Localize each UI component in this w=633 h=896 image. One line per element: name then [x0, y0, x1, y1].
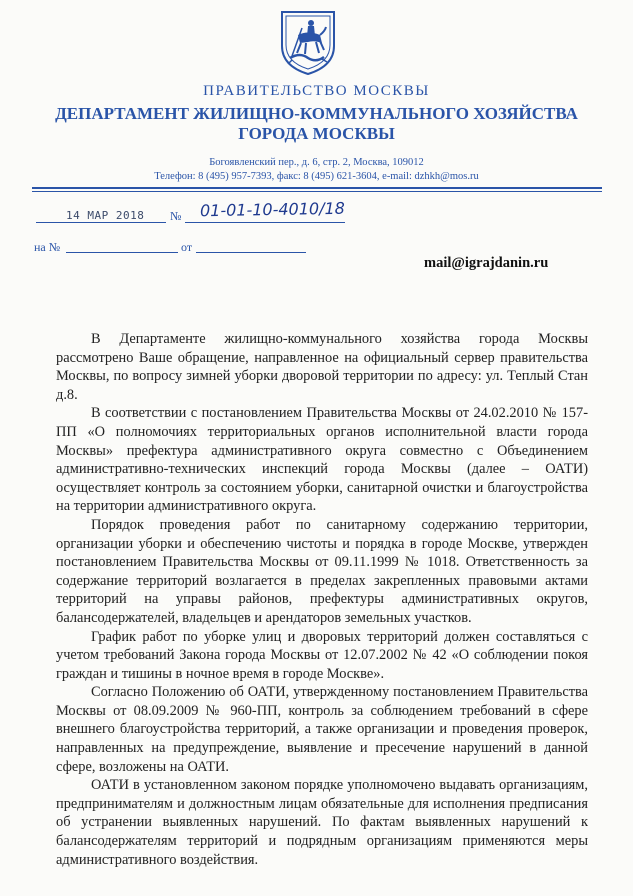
department-address: Богоявленский пер., д. 6, стр. 2, Москва, 109012: [209, 157, 424, 168]
paragraph-6: ОАТИ в установленном законом порядке уполномочено выдавать организациям, предпринимателям и должностным лицам обязательные для исполнения предписания об устранении выявленных нарушений. По фактам выявленных нарушений к балансодержателям территорий и подрядным организациям применяются меры административного воздействия.: [56, 777, 588, 868]
paragraph-2: В соответствии с постановлением Правительства Москвы от 24.02.2010 № 157-ПП «О полномочиях территориальных органов исполнительной власти города Москвы» префектура административного округа совместно с Объединением административно-технических инспекций города Москвы (далее – ОАТИ) осуществляет контроль за состоянием уборки, санитарной очистки и благоустройства на территории административного округа.: [56, 405, 588, 515]
letter-body: [56, 330, 588, 869]
registration-date-stamp: 14 МАР 2018: [66, 209, 145, 222]
paragraph-1: В Департаменте жилищно-коммунального хозяйства города Москвы рассмотрено Ваше обращение, направленное на официальный сервер правительства Москвы, по вопросу зимней уборки дворовой территории по адресу: ул. Теплый Стан д.8.: [56, 331, 588, 403]
recipient-email: mail@igrajdanin.ru: [424, 255, 549, 271]
reference-number-underline: [66, 252, 178, 253]
department-title: [0, 104, 633, 144]
date-underline: [36, 222, 166, 223]
department-title-line2: ГОРОДА МОСКВЫ: [238, 124, 395, 143]
number-label: №: [170, 209, 182, 223]
department-title-line1: ДЕПАРТАМЕНТ ЖИЛИЩНО-КОММУНАЛЬНОГО ХОЗЯЙСТВА: [55, 104, 578, 123]
moscow-coat-of-arms-icon: [278, 8, 338, 76]
header-divider-thin: [32, 191, 602, 192]
header-divider: [32, 187, 602, 189]
paragraph-5: Согласно Положению об ОАТИ, утвержденному постановлением Правительства Москвы от 08.09.2009 № 960-ПП, контроль за соблюдением требований в сфере внешнего благоустройства территорий, а также организации и проведения проверок, направленных на предупреждение, выявление и пресечение нарушений в данной сфере, возложены на ОАТИ.: [56, 684, 588, 775]
paragraph-3: Порядок проведения работ по санитарному содержанию территории, организации уборки и обеспечению чистоты и порядка в городе Москве, утвержден постановлением Правительства Москвы от 09.11.1999 № 1018. Ответственность за содержание территорий возлагается в пределах закрепленных правовыми актами территорий на управы районов, префектуры административных округов, балансодержателей, владельцев и арендаторов земельных участков.: [56, 516, 588, 626]
reference-date-underline: [196, 252, 306, 253]
department-contacts: Телефон: 8 (495) 957-7393, факс: 8 (495) 621-3604, e-mail: dzhkh@mos.ru: [154, 171, 479, 182]
paragraph-4: График работ по уборке улиц и дворовых территорий должен составляться с учетом требований Закона города Москвы от 12.07.2002 № 42 «О соблюдении покоя граждан и тишины в ночное время в городе Москве».: [56, 628, 588, 682]
government-title: ПРАВИТЕЛЬСТВО МОСКВЫ: [203, 83, 430, 99]
reference-date-label: от: [181, 240, 193, 254]
registration-number-handwritten: 01-01-10-4010/18: [199, 198, 346, 221]
reference-label: на №: [34, 240, 61, 254]
number-underline: [185, 222, 345, 223]
